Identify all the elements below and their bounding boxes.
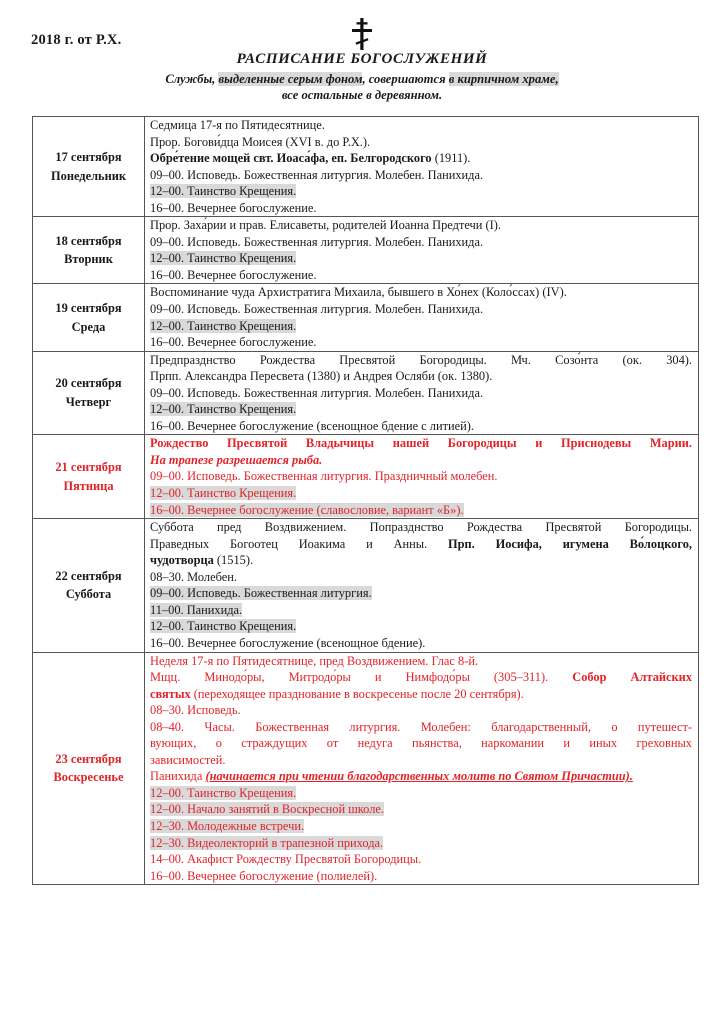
service-line [145,485,698,502]
services-cell [145,519,699,652]
service-schedule-table [32,116,699,885]
service-text: 09–00. Исповедь. Божественная литургия. Праздничный молебен. [150,469,498,484]
service-text: Неделя 17-я по Пятидесятнице, пред Воздвижением. Глас 8-й. [150,653,479,668]
legend-text-1: Службы, [165,71,219,86]
date-label: 21 сентября [55,460,122,475]
highlighted-service [150,802,384,816]
page-title: РАСПИСАНИЕ БОГОСЛУЖЕНИЙ [236,51,488,67]
weekday-label: Вторник [64,252,113,267]
date-cell [33,652,145,885]
service-line [145,435,698,452]
date-label: 22 сентября [55,568,122,583]
service-line [145,602,698,619]
service-line [145,702,698,719]
date-label: 19 сентября [55,300,122,315]
service-line [145,801,698,818]
table-row [33,217,699,284]
service-line [145,536,698,553]
feast-name: чудотворца [150,553,214,568]
highlighted-service [150,619,296,633]
service-text: 09–00. Исповедь. Божественная литургия. Молебен. Панихида. [150,302,484,317]
highlighted-service [150,603,242,617]
date-label: 23 сентября [55,751,122,766]
table-row [33,652,699,885]
feast-name: святых [150,686,191,701]
weekday-label: Среда [71,319,106,334]
service-annotation: (начинается при чтении благодарственных молитв по Святом Причастии). [205,769,633,784]
orthodox-cross-icon [0,16,724,50]
service-line [145,669,698,686]
services-cell [145,435,699,519]
service-text: 08–30. Молебен. [150,569,237,584]
service-text: 09–00. Исповедь. Божественная литургия. [150,586,372,601]
highlighted-service [150,319,296,333]
table-row [33,351,699,435]
service-text: 12–00. Таинство Крещения. [150,318,297,333]
service-line [145,519,698,536]
service-line [145,167,698,184]
service-line [145,818,698,835]
service-line [145,334,698,351]
legend-highlight-2: в кирпичном храме, [448,71,559,86]
weekday-label: Воскресенье [53,770,124,785]
date-cell [33,435,145,519]
highlighted-service [150,184,296,198]
service-text: 16–00. Вечернее богослужение. [150,267,317,282]
highlighted-service [150,786,296,800]
service-line [145,735,698,752]
table-row [33,284,699,351]
services-cell [145,117,699,217]
highlighted-service [150,819,304,833]
service-text: 12–00. Таинство Крещения. [150,251,297,266]
service-line [145,200,698,217]
legend-note [0,71,724,104]
services-cell [145,652,699,885]
legend-highlight-1: выделенные серым фоном [218,71,363,86]
date-cell [33,284,145,351]
service-line [145,851,698,868]
service-line [145,183,698,200]
feast-name: Прп. Иосифа, игумена Во́лоцкого, [447,536,692,551]
service-text: 09–00. Исповедь. Божественная литургия. Молебен. Панихида. [150,167,484,182]
service-line [145,452,698,469]
date-cell [33,351,145,435]
table-row [33,519,699,652]
service-line [145,234,698,251]
service-line [145,653,698,670]
legend-text-2: , совершаются [362,71,449,86]
service-text: 12–30. Видеолекторий в трапезной прихода. [150,835,384,850]
service-line [145,150,698,167]
service-line [145,719,698,736]
date-cell [33,217,145,284]
date-cell [33,519,145,652]
weekday-label: Понедельник [51,168,126,183]
service-line [145,217,698,234]
highlighted-service [150,251,296,265]
service-line [145,250,698,267]
service-line [145,835,698,852]
highlighted-service [150,586,372,600]
service-text: вующих, о страждущих от недуга пьянства, наркомании и иных греховных [150,736,692,751]
service-line [145,569,698,586]
service-text: 11–00. Панихида. [150,602,243,617]
service-line [145,401,698,418]
service-line [145,301,698,318]
service-text: Предпразднство Рождества Пресвятой Богородицы. Мч. Созо́нта (ок. 304). [150,352,692,367]
service-text: 09–00. Исповедь. Божественная литургия. Молебен. Панихида. [150,234,484,249]
service-text: Праведных Богоотец Иоакима и Анны. [150,536,448,551]
service-line [145,468,698,485]
services-cell [145,351,699,435]
service-line [145,134,698,151]
service-line [145,117,698,134]
service-text: 16–00. Вечернее богослужение. [150,200,317,215]
feast-name: Рождество Пресвятой Владычицы нашей Богородицы и Приснодевы Марии. [150,436,692,451]
service-line [145,267,698,284]
service-line [145,768,698,785]
feast-name: Собор Алтайских [572,670,692,685]
service-text: (1911). [431,151,471,166]
service-line [145,585,698,602]
highlighted-service [150,836,383,850]
service-text: Прор. Заха́рии и прав. Елисаветы, родителей Иоанна Предтечи (I). [150,218,501,233]
service-text: Прпп. Александра Пересвета (1380) и Андрея Осляби (ок. 1380). [150,369,493,384]
service-line [145,785,698,802]
service-text: 12–00. Таинство Крещения. [150,402,297,417]
service-line [145,552,698,569]
service-line [145,618,698,635]
highlighted-service [150,486,296,500]
year-label: 2018 г. от Р.Х. [31,32,122,48]
service-line [145,352,698,369]
service-text: 16–00. Вечернее богослужение (всенощное бдение). [150,635,426,650]
date-label: 20 сентября [55,376,122,391]
service-text: Прор. Богови́дца Моисея (XVI в. до Р.Х.). [150,134,371,149]
service-text: Суббота пред Воздвижением. Попразднство Рождества Пресвятой Богородицы. [150,520,692,535]
services-cell [145,284,699,351]
weekday-label: Пятница [63,478,114,493]
service-text: Седмица 17-я по Пятидесятнице. [150,118,325,132]
service-text: 12–00. Начало занятий в Воскресной школе. [150,802,384,817]
fasting-note: На трапезе разрешается рыба. [150,452,323,467]
service-text: Панихида [150,769,206,784]
highlighted-service [150,503,464,517]
date-label: 17 сентября [55,150,122,165]
service-line [145,385,698,402]
service-text: 08–30. Исповедь. [150,703,241,718]
feast-name: Обре́тение мощей свт. Иоаса́фа, еп. Белгородского [150,151,432,166]
service-text: 12–30. Молодежные встречи. [150,818,305,833]
service-line [145,752,698,769]
service-text: (1515). [213,553,254,568]
services-cell [145,217,699,284]
service-text: 12–00. Таинство Крещения. [150,184,297,199]
service-text: (переходящее празднование в воскресенье после 20 сентября). [190,686,524,701]
service-line [145,502,698,519]
service-line [145,318,698,335]
service-line [145,418,698,435]
service-text: 08–40. Часы. Божественная литургия. Молебен: благодарственный, о путешест- [150,719,692,734]
table-row [33,435,699,519]
service-text: 12–00. Таинство Крещения. [150,619,297,634]
legend-text-3: все остальные в деревянном. [281,88,443,103]
service-text: 12–00. Таинство Крещения. [150,486,297,501]
service-line [145,368,698,385]
table-row [33,117,699,217]
service-text: 16–00. Вечернее богослужение (полиелей). [150,868,378,883]
service-text: Воспоминание чуда Архистратига Михаила, бывшего в Хо́нех (Коло́ссах) (IV). [150,285,567,300]
service-line [145,284,698,301]
date-label: 18 сентября [55,233,122,248]
service-text: 16–00. Вечернее богослужение (славословие, вариант «Б»). [150,502,464,517]
weekday-label: Суббота [65,587,112,602]
service-text: Мщц. Минодо́ры, Митродо́ры и Нимфодо́ры (305–311). [150,670,573,685]
service-text: 16–00. Вечернее богослужение (всенощное бдение с литией). [150,418,474,433]
service-text: 09–00. Исповедь. Божественная литургия. Молебен. Панихида. [150,385,484,400]
weekday-label: Четверг [65,395,112,410]
service-text: зависимостей. [150,752,226,767]
title-block [0,50,724,104]
service-text: 16–00. Вечернее богослужение. [150,335,317,350]
date-cell [33,117,145,217]
document-header [0,0,724,108]
highlighted-service [150,402,296,416]
service-line [145,635,698,652]
service-line [145,868,698,885]
service-text: 12–00. Таинство Крещения. [150,785,297,800]
service-line [145,686,698,703]
service-text: 14–00. Акафист Рождеству Пресвятой Богородицы. [150,852,422,867]
